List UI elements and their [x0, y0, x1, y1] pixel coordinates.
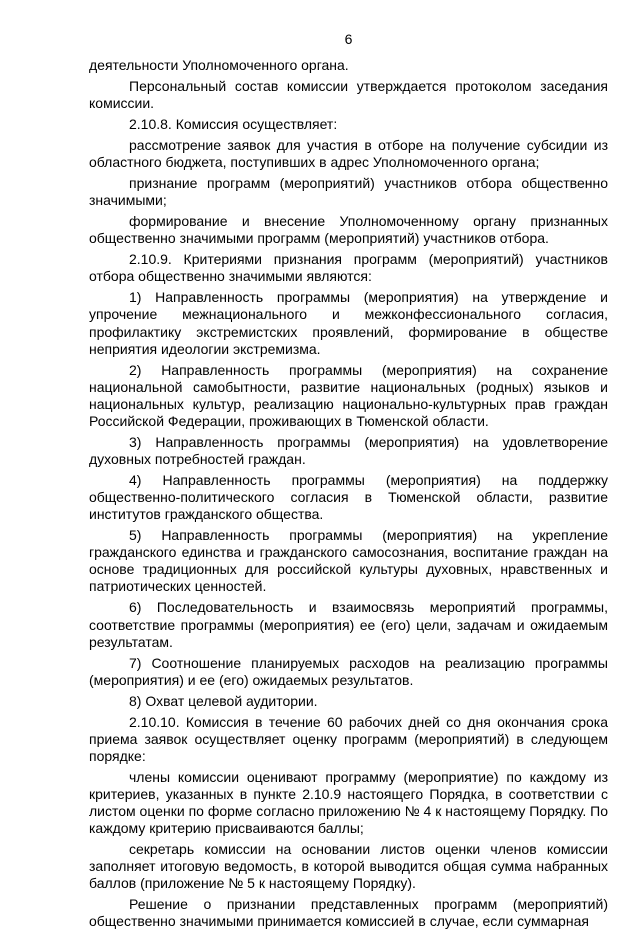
paragraph: 2.10.9. Критериями признания программ (мероприятий) участников отбора общественно значимыми являются:: [89, 251, 608, 285]
page-number: 6: [344, 31, 353, 47]
criterion-item: 8) Охват целевой аудитории.: [129, 692, 318, 709]
document-body: [89, 57, 608, 934]
paragraph: Персональный состав комиссии утверждается протоколом заседания комиссии.: [89, 77, 608, 112]
criterion-item: 5) Направленность программы (мероприятия) на укрепление гражданского единства и гражданского самосознания, воспитание граждан на основе традиционных для российской культуры духовных, нравственных и патриотических ценностей.: [89, 527, 608, 595]
paragraph: формирование и внесение Уполномоченному органу признанных общественно значимыми программ (мероприятий) участников отбора.: [89, 213, 608, 247]
criterion-item: 6) Последовательность и взаимосвязь мероприятий программы, соответствие программы (мероприятия) ее (его) цели, задачам и ожидаемым результатам.: [89, 599, 608, 650]
paragraph: секретарь комиссии на основании листов оценки членов комиссии заполняет итоговую ведомость, в которой выводится общая сумма набранных баллов (приложение № 5 к настоящему Порядку).: [89, 841, 608, 892]
criterion-item: 4) Направленность программы (мероприятия) на поддержку общественно-политического согласия в Тюменской области, развитие институтов гражданского общества.: [89, 471, 608, 523]
paragraph: Решение о признании представленных программ (мероприятий) общественно значимыми принимается комиссией в случае, если суммарная: [89, 896, 608, 930]
criterion-item: 1) Направленность программы (мероприятия) на утверждение и упрочение межнационального и межконфессионального согласия, профилактику экстремистских проявлений, формирование в обществе неприятия идеологии экстремизма.: [89, 289, 608, 357]
criterion-item: 3) Направленность программы (мероприятия) на удовлетворение духовных потребностей граждан.: [89, 433, 608, 467]
paragraph: 2.10.8. Комиссия осуществляет:: [129, 116, 338, 133]
paragraph: деятельности Уполномоченного органа.: [89, 57, 349, 73]
paragraph: признание программ (мероприятий) участников отбора общественно значимыми;: [89, 175, 608, 209]
paragraph: члены комиссии оценивают программу (мероприятие) по каждому из критериев, указанных в пункте 2.10.9 настоящего Порядка, в соответствии с листом оценки по форме согласно приложению № 4 к настоящему Порядку. По каждому критерию присваиваются баллы;: [89, 768, 608, 837]
criterion-item: 2) Направленность программы (мероприятия) на сохранение национальной самобытности, развитие национальных (родных) языков и национальных культур, реализацию национально-культурных прав граждан Российской Федерации, проживающих в Тюменской области.: [89, 361, 608, 429]
criterion-item: 7) Соотношение планируемых расходов на реализацию программы (мероприятия) и ее (его) ожидаемых результатов.: [89, 654, 608, 688]
paragraph: 2.10.10. Комиссия в течение 60 рабочих дней со дня окончания срока приема заявок осуществляет оценку программ (мероприятий) в следующем порядке:: [89, 713, 608, 764]
paragraph: рассмотрение заявок для участия в отборе на получение субсидии из областного бюджета, поступивших в адрес Уполномоченного органа;: [89, 137, 608, 171]
